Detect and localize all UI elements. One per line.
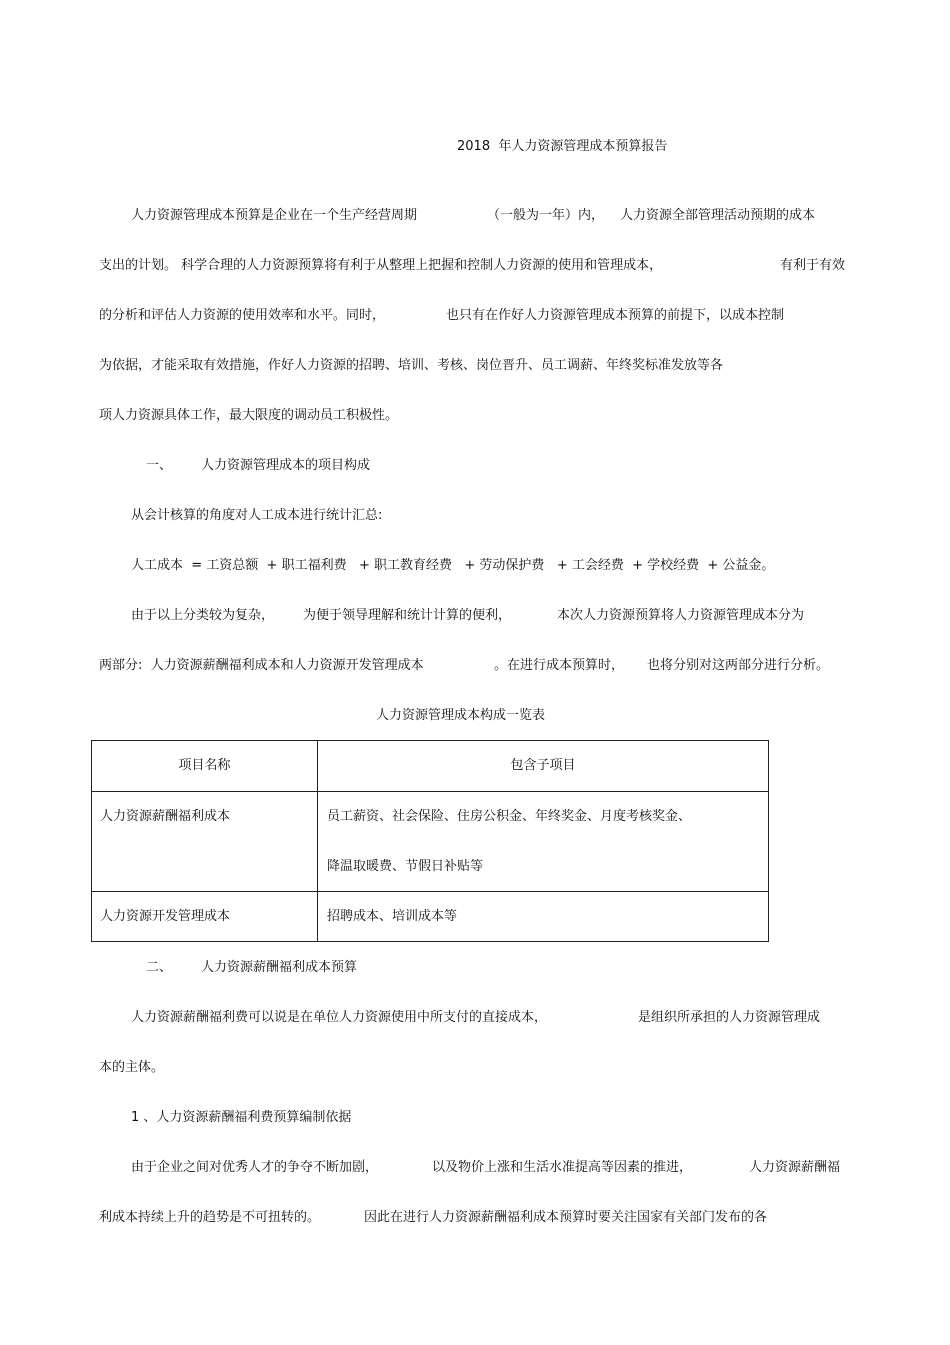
text-line: 也只有在作好人力资源管理成本预算的前提下，以成本控制: [446, 308, 785, 323]
item-name: 人力资源开发管理成本: [100, 909, 231, 924]
cost-formula: 人工成本 = 工资总额 + 职工福利费 + 职工教育经费 + 劳动保护费 + 工会经费 + 学校经费 + 公益金。: [131, 558, 775, 573]
subsection-heading: 1 、人力资源薪酬福利费预算编制依据: [131, 1110, 352, 1125]
cost-structure-table: [91, 740, 769, 942]
section-title: 人力资源薪酬福利成本预算: [201, 960, 358, 975]
text-line: 因此在进行人力资源薪酬福利成本预算时要关注国家有关部门发布的各: [364, 1210, 768, 1225]
text-line: 项人力资源具体工作，最大限度的调动员工积极性。: [99, 408, 399, 423]
text-line: 人力资源薪酬福利费可以说是在单位人力资源使用中所支付的直接成本，: [131, 1010, 548, 1025]
text-line: 。在进行成本预算时，: [494, 658, 625, 673]
text-line: 利成本持续上升的趋势是不可扭转的。: [99, 1210, 321, 1225]
table-cell: [92, 792, 318, 892]
text-line: 人力资源薪酬福: [749, 1160, 841, 1175]
column-header: 项目名称: [92, 741, 318, 792]
text-line: 本次人力资源预算将人力资源管理成本分为: [557, 608, 805, 623]
text-line: 由于以上分类较为复杂，: [131, 608, 275, 623]
text-line: 本的主体。: [99, 1060, 165, 1075]
text-line: 为依据，才能采取有效措施，作好人力资源的招聘、培训、考核、岗位晋升、员工调薪、年终奖标准发放等各: [99, 358, 724, 373]
report-title: 2018 年人力资源管理成本预算报告: [457, 139, 668, 154]
text-line: 人力资源全部管理活动预期的成本: [620, 208, 816, 223]
table-row: [92, 892, 769, 942]
section-number: 一、: [146, 458, 173, 473]
table-caption: 人力资源管理成本构成一览表: [376, 708, 546, 723]
column-header: 包含子项目: [318, 741, 769, 792]
table-row: [92, 792, 769, 892]
text-line: 由于企业之间对优秀人才的争夺不断加剧，: [131, 1160, 379, 1175]
sub-items-line: 员工薪资、社会保险、住房公积金、年终奖金、月度考核奖金、: [327, 809, 692, 824]
section-number: 二、: [146, 960, 173, 975]
text-line: 两部分: 人力资源薪酬福利成本和人力资源开发管理成本: [99, 658, 424, 673]
text-line: 以及物价上涨和生活水准提高等因素的推进，: [432, 1160, 693, 1175]
text-line: 的分析和评估人力资源的使用效率和水平。同时，: [99, 308, 386, 323]
item-name: 人力资源薪酬福利成本: [100, 809, 231, 824]
text-line: 为便于领导理解和统计计算的便利，: [303, 608, 512, 623]
text-line: （一般为一年）内，: [487, 208, 605, 223]
text-line: 人力资源管理成本预算是企业在一个生产经营周期: [131, 208, 418, 223]
text-line: 是组织所承担的人力资源管理成: [638, 1010, 821, 1025]
table-cell: [92, 892, 318, 942]
sub-items-line: 降温取暖费、节假日补贴等: [327, 859, 484, 874]
text-line: 有利于有效: [780, 258, 846, 273]
sub-items-line: 招聘成本、培训成本等: [327, 909, 458, 924]
table-header-row: [92, 741, 769, 792]
section-title: 人力资源管理成本的项目构成: [201, 458, 371, 473]
accounting-intro: 从会计核算的角度对人工成本进行统计汇总:: [131, 508, 383, 523]
table-cell: [318, 792, 769, 892]
text-line: 也将分别对这两部分进行分析。: [647, 658, 830, 673]
text-line: 支出的计划。 科学合理的人力资源预算将有利于从整理上把握和控制人力资源的使用和管理成本，: [99, 258, 663, 273]
table-cell: [318, 892, 769, 942]
